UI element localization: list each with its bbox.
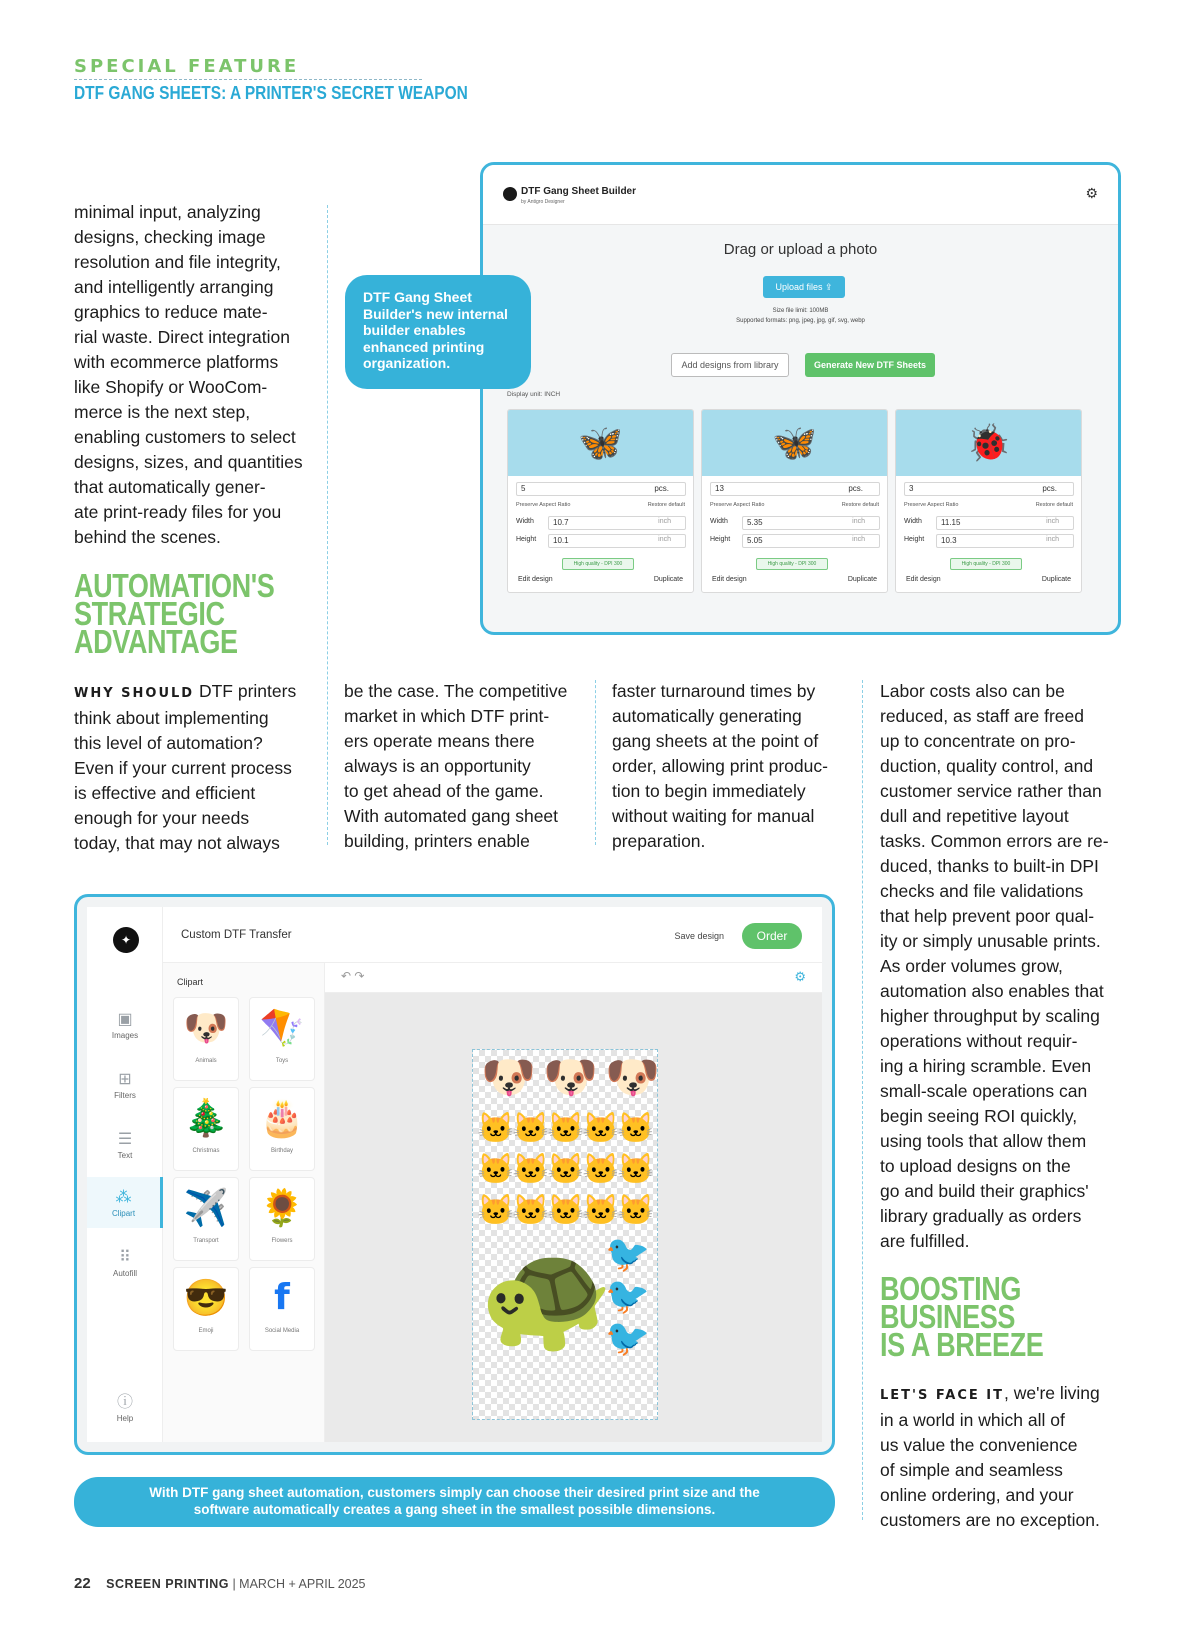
col4-body-text-2 [880,1381,1125,1533]
col3-body-text: faster turnaround times by automatically generating gang sheets at the point of order, allowing print produc- tion to begin immediately without waiting for manual preparation. [612,681,828,851]
clipart-category-toys[interactable] [249,997,315,1081]
height-input[interactable]: 10.3 [936,534,1074,548]
cat-icon: 🐱 [617,1194,655,1227]
design-card [701,409,888,593]
width-input[interactable]: 11.15 [936,516,1074,530]
clipart-panel [163,963,325,1442]
cat-icon: 🐱 [547,1112,585,1145]
dog-icon: 🐶 [605,1053,660,1102]
design-thumbnail[interactable]: 🦋 [702,410,887,476]
bird-icon: 🐦 [605,1317,650,1358]
rail-label: Text [117,1151,133,1160]
unit-label: inch [1046,518,1059,525]
airplane-icon: ✈️ [183,1187,229,1228]
design-thumbnail[interactable]: 🦋 [508,410,693,476]
restore-default-link[interactable]: Restore default [1035,502,1073,508]
col1-intro-text: minimal input, analyzing designs, checking image resolution and file integrity, and intelligently arranging graphics to reduce mate- rial waste. Direct integration with ecommerce platforms like Shopify or WooCom- merce is the next step, enabling customers to select designs, sizes, and quantities that automatically gener- ate print-ready files for you behind the scenes. [74,202,303,547]
preserve-aspect-label[interactable]: Preserve Aspect Ratio [516,502,571,508]
quantity-input[interactable]: 3 [904,482,1074,496]
col1-body-text [74,679,319,856]
kicker-divider [74,79,422,80]
builder-header [483,165,1118,225]
cat-icon: 🐱 [512,1112,550,1145]
app-logo [503,187,517,201]
cat-icon: 🐱 [512,1153,550,1186]
clipart-category-flowers[interactable] [249,1177,315,1261]
facebook-icon: f [274,1277,290,1318]
tile-label: Social Media [264,1328,300,1334]
restore-default-link[interactable]: Restore default [647,502,685,508]
edit-design-link[interactable]: Edit design [518,576,553,583]
pcs-label: pcs. [1042,484,1057,493]
tile-label: Flowers [271,1238,293,1244]
tile-label: Transport [193,1238,219,1244]
turtle-icon: 🐢 [479,1235,614,1356]
editor-topbar [163,907,822,963]
column-divider [595,680,596,845]
height-label: Height [516,536,537,543]
gang-sheet-canvas [325,963,822,1442]
cat-icon: 🐱 [617,1112,655,1145]
clipart-icon: ⁂ [115,1189,132,1206]
cat-icon: 🐱 [582,1194,620,1227]
sunflower-icon: 🌻 [259,1187,305,1228]
tile-label: Emoji [198,1328,214,1334]
upload-files-button[interactable]: Upload files ⇪ [763,276,845,298]
tile-label: Animals [195,1058,217,1064]
column-divider [862,680,863,1520]
cat-icon: 🐱 [547,1153,585,1186]
kite-icon: 🪁 [259,1007,305,1048]
gang-sheet[interactable] [472,1049,658,1420]
rail-label: Images [111,1031,139,1040]
width-input[interactable]: 10.7 [548,516,686,530]
unit-label: inch [658,518,671,525]
design-card [895,409,1082,593]
gang-sheet-builder-screenshot [480,162,1121,635]
image-icon: ▣ [117,1011,133,1028]
generate-sheets-button[interactable]: Generate New DTF Sheets [805,353,935,377]
quality-badge: High quality - DPI 300 [950,558,1022,570]
unit-label: inch [852,518,865,525]
design-card [507,409,694,593]
restore-default-link[interactable]: Restore default [841,502,879,508]
width-label: Width [904,518,922,525]
upload-prompt: Drag or upload a photo [723,241,878,258]
duplicate-link[interactable]: Duplicate [653,576,683,583]
edit-design-link[interactable]: Edit design [906,576,941,583]
rail-item-images[interactable] [87,1009,163,1040]
cat-icon: 🐱 [617,1153,655,1186]
section1-lead-in: WHY SHOULD [74,686,195,701]
pcs-label: pcs. [848,484,863,493]
add-from-library-button[interactable]: Add designs from library [671,353,789,377]
text-icon: ☰ [117,1131,133,1148]
rail-item-filters[interactable] [87,1069,163,1100]
edit-design-link[interactable]: Edit design [712,576,747,583]
column-divider [327,205,328,845]
duplicate-link[interactable]: Duplicate [1041,576,1071,583]
bird-icon: 🐦 [605,1233,650,1274]
height-label: Height [904,536,925,543]
rail-label: Help [116,1414,134,1423]
undo-redo-icon[interactable]: ↶ ↷ [341,969,365,983]
display-unit-label: Display unit: INCH [507,391,561,398]
cat-icon: 🐱 [547,1194,585,1227]
clipart-category-transport[interactable] [173,1177,239,1261]
cat-icon: 🐱 [477,1194,515,1227]
clipart-category-emoji[interactable] [173,1267,239,1351]
tile-label: Toys [275,1058,289,1064]
pcs-label: pcs. [654,484,669,493]
section-heading-boosting: BOOSTING BUSINESS IS A BREEZE [880,1270,1044,1363]
clipart-category-animals[interactable] [173,997,239,1081]
cat-icon: 🐱 [512,1194,550,1227]
tile-label: Christmas [192,1148,220,1154]
unit-label: inch [1046,536,1059,543]
tool-rail [87,907,163,1442]
height-input[interactable]: 10.1 [548,534,686,548]
gear-icon[interactable]: ⚙ [794,969,806,984]
bird-icon: 🐦 [605,1275,650,1316]
dog-icon: 🐶 [481,1053,536,1102]
clipart-category-birthday[interactable] [249,1087,315,1171]
clipart-category-christmas[interactable] [173,1087,239,1171]
dog-icon: 🐶 [543,1053,598,1102]
design-thumbnail[interactable]: 🐞 [896,410,1081,476]
page-number: 22 [74,1575,91,1592]
builder-app-title: DTF Gang Sheet Builder [521,186,637,197]
rail-item-autofill[interactable] [87,1247,163,1278]
clipart-panel-title: Clipart [177,977,204,987]
height-label: Height [710,536,731,543]
custom-transfer-screenshot [74,894,835,1455]
height-input[interactable]: 5.05 [742,534,880,548]
christmas-tree-icon: 🎄 [183,1097,229,1138]
width-label: Width [710,518,728,525]
app-logo: ✦ [113,927,139,953]
cat-icon: 🐱 [582,1112,620,1145]
unit-label: inch [658,536,671,543]
rail-item-clipart[interactable] [87,1177,163,1228]
section-kicker: SPECIAL FEATURE [74,56,300,77]
image-caption: With DTF gang sheet automation, customers simply can choose their desired print size and the software automatically creates a gang sheet in the smallest possible dimensions. [74,1477,835,1527]
section2-lead-in: LET'S FACE IT [880,1388,1005,1403]
rail-label: Autofill [112,1269,137,1278]
cat-icon: 🐱 [477,1153,515,1186]
width-input[interactable]: 5.35 [742,516,880,530]
magazine-name: SCREEN PRINTING [106,1577,229,1591]
quantity-input[interactable]: 5 [516,482,686,496]
width-label: Width [516,518,534,525]
sunglasses-face-icon: 😎 [183,1277,229,1318]
quality-badge: High quality - DPI 300 [756,558,828,570]
section-heading-automation: AUTOMATION'S STRATEGIC ADVANTAGE [74,567,275,660]
callout-bubble: DTF Gang Sheet Builder's new internal builder enables enhanced printing organization. [345,275,531,389]
duplicate-link[interactable]: Duplicate [847,576,877,583]
preserve-aspect-label[interactable]: Preserve Aspect Ratio [904,502,959,508]
rail-label: Clipart [111,1209,136,1218]
filters-icon: ⊞ [118,1071,132,1088]
gear-icon[interactable]: ⚙ [1085,185,1098,201]
size-limit-text: Size file limit: 100MB [772,308,829,314]
editor-title: Custom DTF Transfer [181,929,292,941]
rail-label: Filters [114,1091,136,1100]
tile-label: Birthday [270,1148,293,1154]
help-icon: ⓘ [116,1394,133,1411]
page-footer [74,1575,366,1592]
rail-item-help[interactable] [87,1389,163,1423]
clipart-category-social-media[interactable] [249,1267,315,1351]
cake-icon: 🎂 [259,1097,305,1138]
col2-body-text: be the case. The competitive market in which DTF print- ers operate means there always is an opportunity to get ahead of the game. With automated gang sheet building, printers enable [344,681,568,851]
quantity-input[interactable]: 13 [710,482,880,496]
save-design-button[interactable]: Save design [674,931,724,941]
article-headline: DTF GANG SHEETS: A PRINTER'S SECRET WEAPON [74,83,468,103]
supported-formats-text: Supported formats: png, jpeg, jpg, gif, svg, webp [736,318,865,324]
col4-body-text: Labor costs also can be reduced, as staff are freed up to concentrate on pro- duction, quality control, and customer service rather than dull and repetitive layout tasks. Common errors are re- duced, thanks to built-in DPI checks and file validations that help prevent poor qual- ity or simply unusable prints. As order volumes grow, automation also enables that higher throughput by scaling operations without requir- ing a hiring scramble. Even small-scale operations can begin seeing ROI quickly, using tools that allow them to upload designs on the go and build their graphics' library gradually as orders are fulfilled. [880,681,1109,1251]
order-button[interactable]: Order [742,923,802,949]
col1-body-continued: DTF printers think about implementing this level of automation? Even if your current process is effective and efficient enough for your needs today, that may not always [74,681,297,853]
rail-item-text[interactable] [87,1129,163,1160]
unit-label: inch [852,536,865,543]
autofill-icon: ⠿ [119,1249,131,1266]
quality-badge: High quality - DPI 300 [562,558,634,570]
cat-icon: 🐱 [582,1153,620,1186]
preserve-aspect-label[interactable]: Preserve Aspect Ratio [710,502,765,508]
builder-app-subtitle: by Antigro Designer [521,199,565,205]
cat-icon: 🐱 [477,1112,515,1145]
issue-date: | MARCH + APRIL 2025 [232,1577,366,1591]
dog-icon: 🐶 [183,1007,229,1048]
col4-body-continued: , we're living in a world in which all of us value the convenience of simple and seamless online ordering, and your customers are no exception. [880,1383,1100,1530]
